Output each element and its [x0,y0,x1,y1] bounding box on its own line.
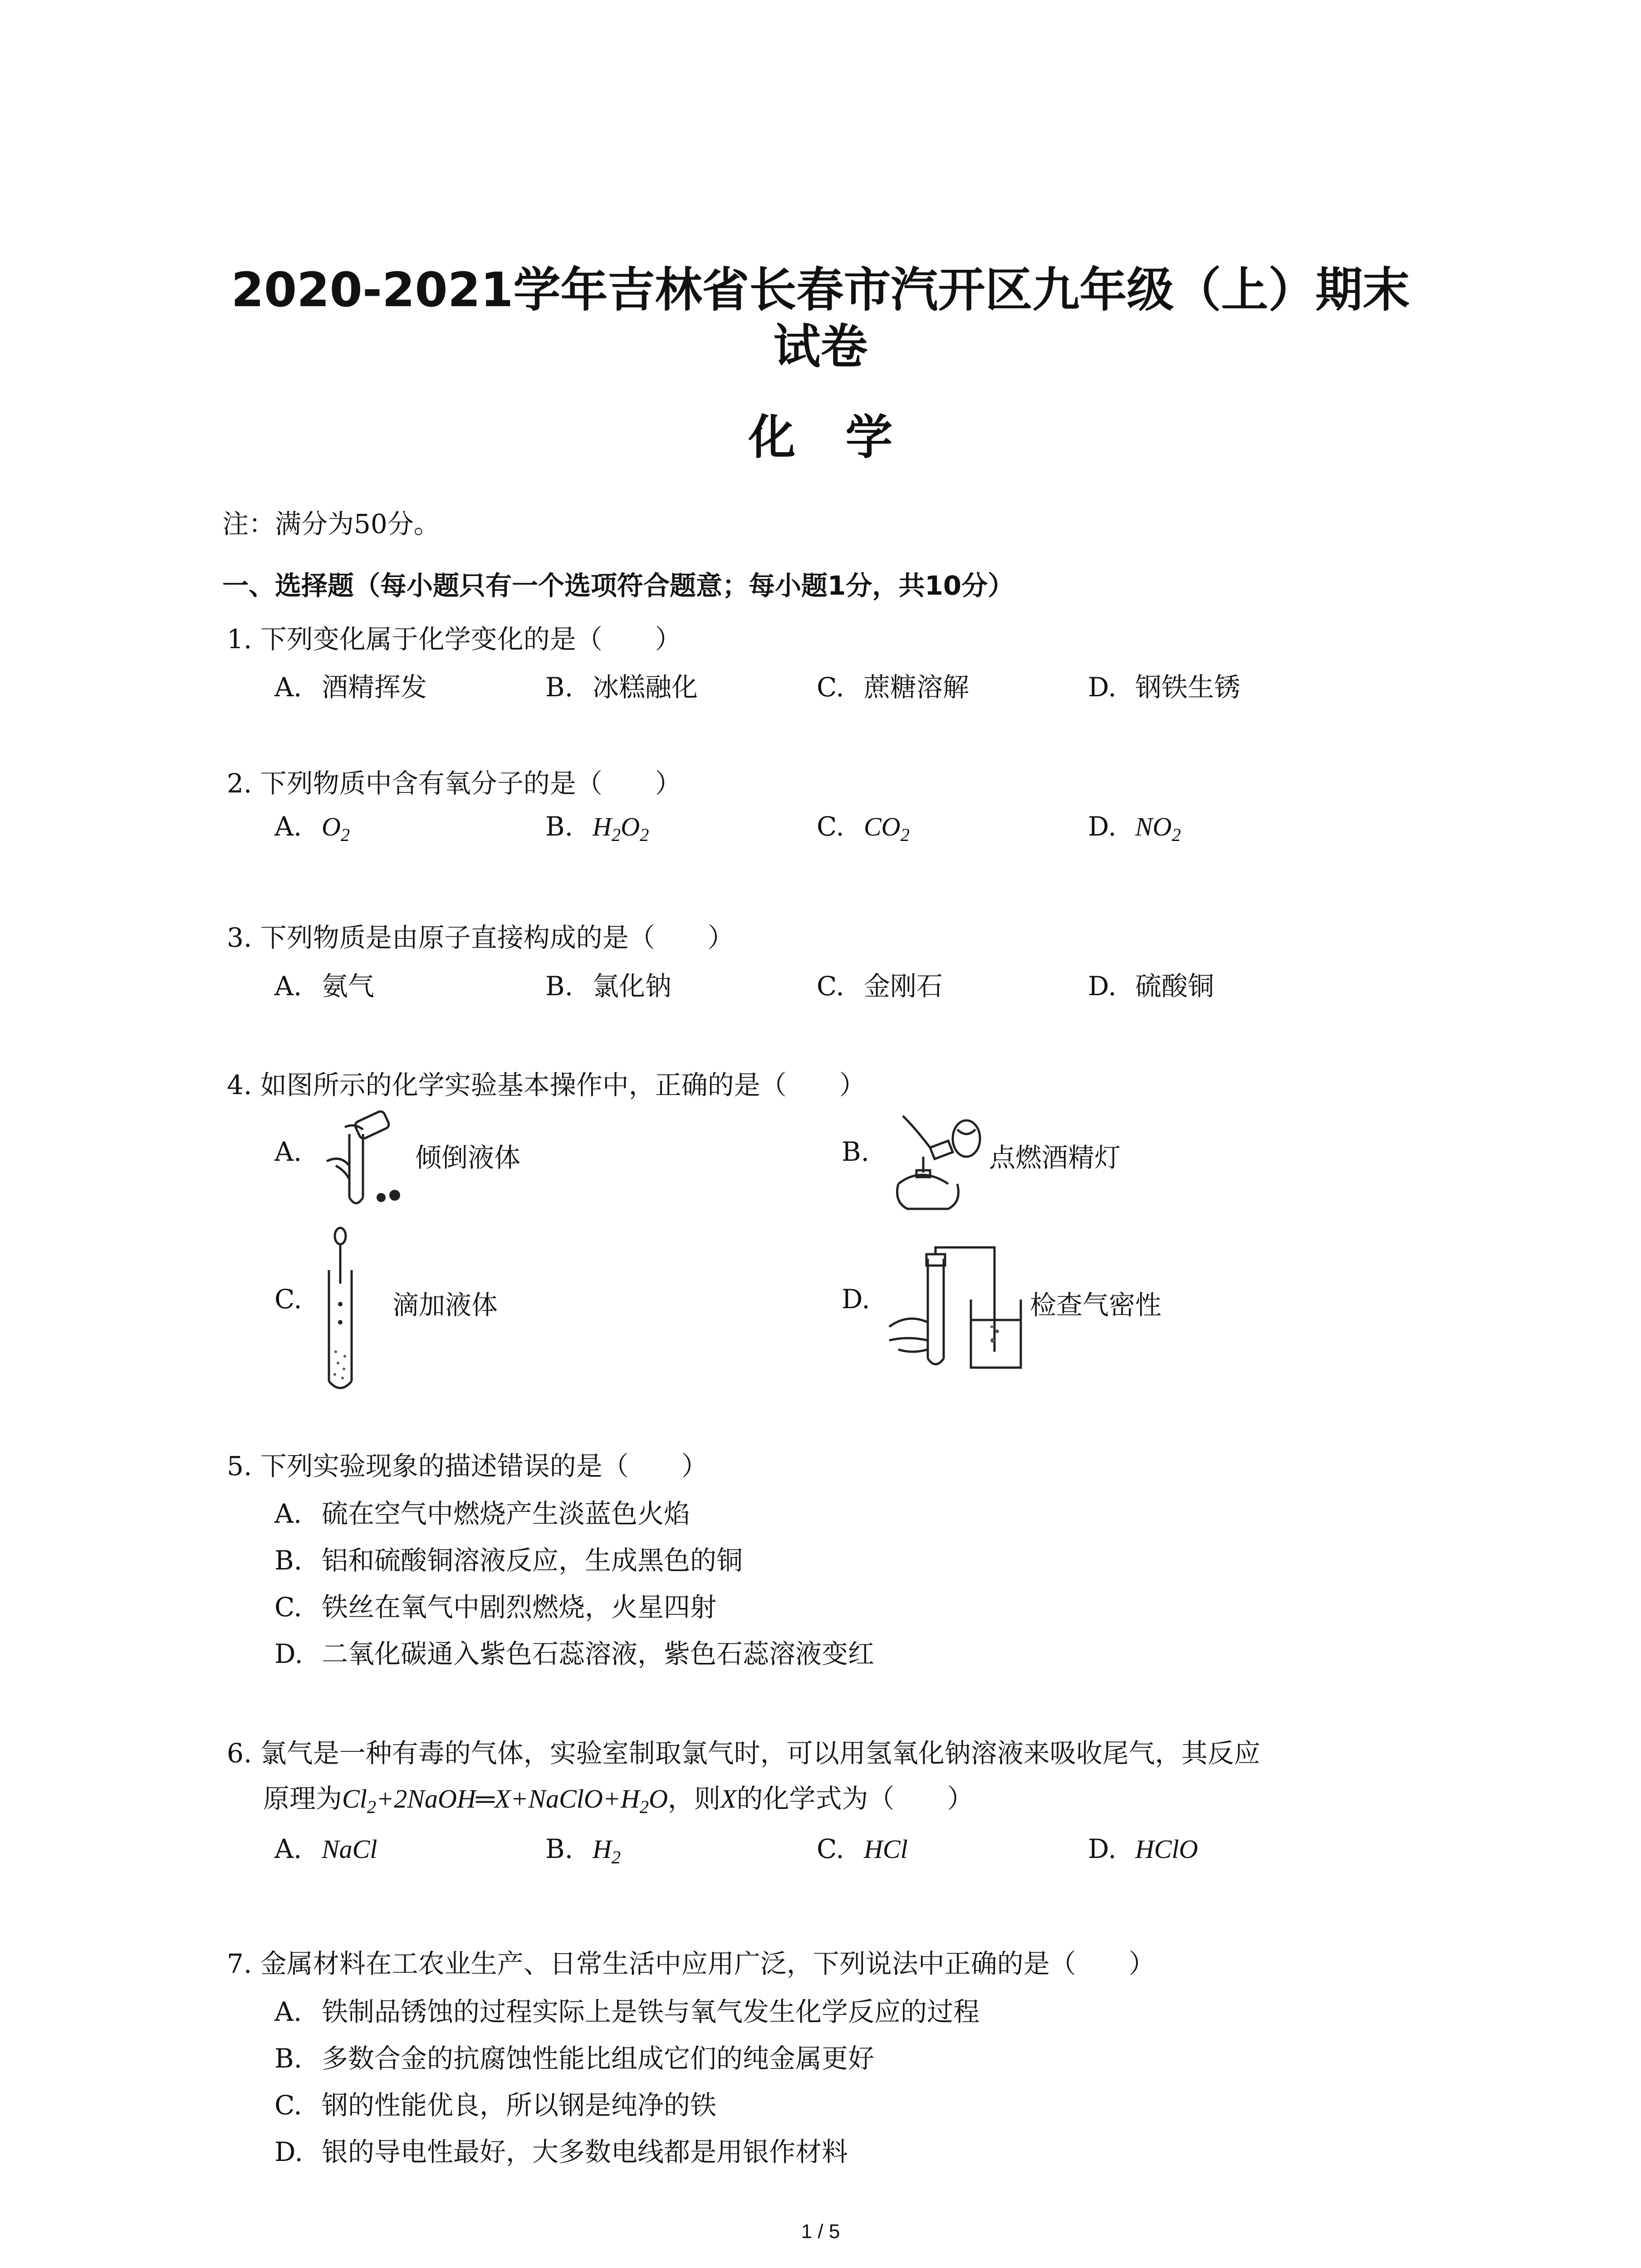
q7-option-b: B. 多数合金的抗腐蚀性能比组成它们的纯金属更好 [274,2043,875,2074]
q5-option-c: C. 铁丝在氧气中剧烈燃烧，火星四射 [274,1592,717,1623]
q2-option-d: D. $NO_2$ [1088,811,1181,846]
q5-option-a: A. 硫在空气中燃烧产生淡蓝色火焰 [274,1498,691,1529]
score-note: 注：满分为50分。 [222,508,440,539]
q7-option-a: A. 铁制品锈蚀的过程实际上是铁与氧气发生化学反应的过程 [274,1996,980,2027]
q7-option-c: C. 钢的性能优良，所以钢是纯净的铁 [274,2090,717,2121]
exam-title-line2: 试卷 [773,319,868,374]
question-4-stem: 4. 如图所示的化学实验基本操作中，正确的是（ ） [227,1070,866,1100]
q4-option-d-label: 检查气密性 [1030,1290,1162,1320]
q4-option-a-label: 倾倒液体 [415,1142,521,1173]
q1-option-a: A. 酒精挥发 [274,672,427,703]
q2-option-b: B. $H_2O_2$ [545,811,649,846]
q6-option-d: D. HClO [1088,1833,1198,1864]
reaction-equation: $Cl_2+2NaOH═X+NaClO+H_2O$ [342,1784,668,1818]
question-6-stem-line2: 原理为$Cl_2+2NaOH═X+NaClO+H_2O$，则X的化学式为（ ） [263,1783,974,1818]
pouring-liquid-icon [318,1107,404,1211]
section-heading: 一、选择题（每小题只有一个选项符合题意；每小题1分，共10分） [222,570,1014,601]
q3-option-a: A. 氨气 [274,971,375,1002]
q4-option-d-letter: D. [842,1284,870,1315]
q2-option-a: A. $O_2$ [274,811,350,846]
q1-option-b: B. 冰糕融化 [545,672,698,703]
question-3-stem: 3. 下列物质是由原子直接构成的是（ ） [227,922,734,953]
airtightness-check-icon [885,1241,1025,1372]
question-1-stem: 1. 下列变化属于化学变化的是（ ） [227,624,681,655]
question-6-stem-line1: 6. 氯气是一种有毒的气体，实验室制取氯气时，可以用氢氧化钠溶液来吸收尾气，其反应 [227,1738,1260,1769]
dropping-liquid-icon [318,1225,363,1393]
q3-option-b: B. 氯化钠 [545,971,672,1002]
q1-option-c: C. 蔗糖溶解 [817,672,970,703]
q2-option-c: C. $CO_2$ [817,811,910,846]
q4-option-b-label: 点燃酒精灯 [989,1142,1121,1173]
exam-title-line1: 2020-2021学年吉林省长春市汽开区九年级（上）期末 [231,262,1410,318]
question-7-stem: 7. 金属材料在工农业生产、日常生活中应用广泛，下列说法中正确的是（ ） [227,1948,1155,1979]
q4-option-c-label: 滴加液体 [392,1290,498,1320]
question-5-stem: 5. 下列实验现象的描述错误的是（ ） [227,1451,708,1481]
q6-option-b: B. $H_2$ [545,1833,621,1868]
q3-option-c: C. 金刚石 [817,971,943,1002]
q1-option-d: D. 钢铁生锈 [1088,672,1241,703]
q4-option-c-letter: C. [274,1284,302,1315]
q5-option-d: D. 二氧化碳通入紫色石蕊溶液，紫色石蕊溶液变红 [274,1638,875,1669]
q3-option-d: D. 硫酸铜 [1088,971,1215,1002]
lighting-alcohol-lamp-icon [885,1107,985,1216]
q4-option-b-letter: B. [842,1136,870,1167]
q5-option-b: B. 铝和硫酸铜溶液反应，生成黑色的铜 [274,1545,743,1576]
question-2-stem: 2. 下列物质中含有氧分子的是（ ） [227,768,681,799]
q6-option-c: C. HCl [817,1833,908,1864]
q6-option-a: A. NaCl [274,1833,377,1864]
q4-option-a-letter: A. [274,1136,302,1167]
subject-title: 化学 [748,410,943,465]
q7-option-d: D. 银的导电性最好，大多数电线都是用银作材料 [274,2136,848,2167]
page-number: 1 / 5 [801,2220,840,2243]
